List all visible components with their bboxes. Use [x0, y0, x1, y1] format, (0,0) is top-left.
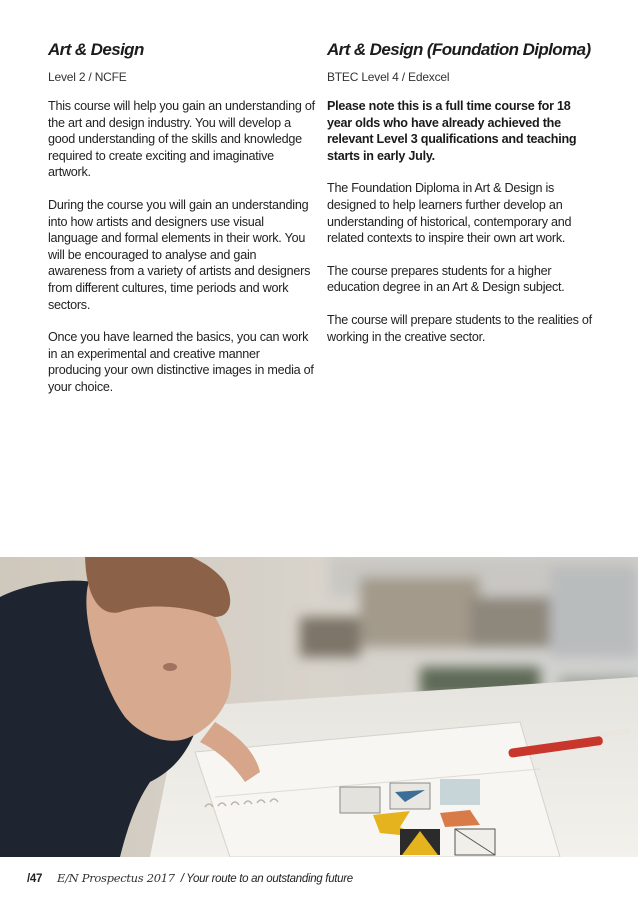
course-level: Level 2 / NCFE [48, 70, 127, 84]
course-paragraph: The course prepares students for a higher education degree in an Art & Design subject. [327, 263, 565, 295]
page-footer [27, 871, 353, 885]
course-paragraph: During the course you will gain an understanding into how artists and designers use visual language and formal elements in their work. You will be encouraged to analyse and gain awareness from a variety of artists and designers from different cultures, time periods and work sectors. [48, 197, 311, 312]
course-paragraph: Once you have learned the basics, you can work in an experimental and creative manner producing your own distinctive images in media of your choice. [48, 330, 314, 394]
course-level: BTEC Level 4 / Edexcel [327, 70, 450, 84]
photo-illustration [0, 557, 638, 857]
course-title-art-design: Art & Design [48, 40, 144, 59]
footer-tagline: / Your route to an outstanding future [180, 873, 353, 885]
course-paragraph: The course will prepare students to the realities of working in the creative sector. [327, 312, 592, 344]
course-title-foundation-diploma: Art & Design (Foundation Diploma) [327, 40, 591, 59]
page-number: /47 [27, 873, 43, 885]
right-column [327, 40, 595, 361]
left-column [48, 40, 316, 412]
student-drawing-photo [0, 557, 638, 857]
course-paragraph: This course will help you gain an understanding of the art and design industry. You will develop a good understanding of the skills and knowledge required to create exciting and imaginative artwork. [48, 99, 315, 180]
course-paragraph: The Foundation Diploma in Art & Design is designed to help learners further develop an understanding of historical, contemporary and related contexts to inspire their own art work. [327, 181, 572, 246]
prospectus-wordmark: E/N Prospectus 2017 [57, 871, 175, 885]
course-note: Please note this is a full time course for 18 year olds who have already achieved the relevant Level 3 qualifications and teaching starts in early July. [327, 99, 577, 163]
